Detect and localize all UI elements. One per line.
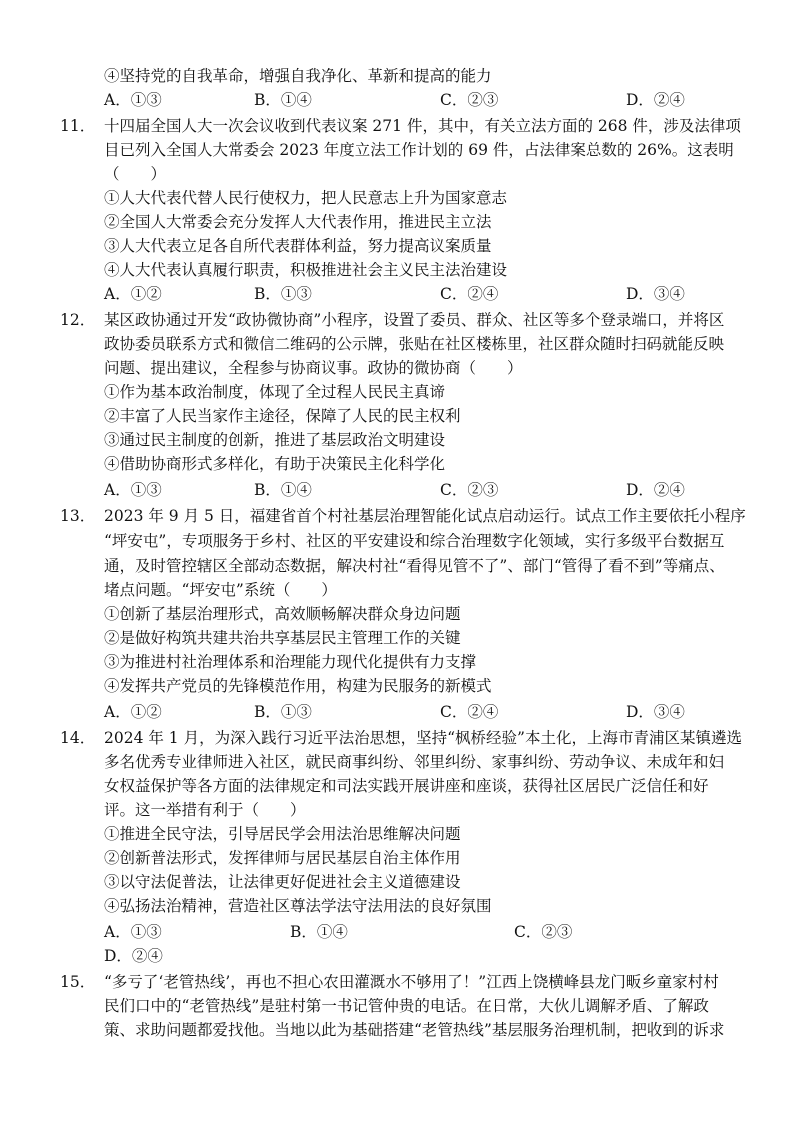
q14-option-c: C．②③ <box>514 923 573 941</box>
q14-option-d: D．②④ <box>104 947 163 965</box>
q12-stem-line: 政协委员联系方式和微信二维码的公示牌，张贴在社区楼栋里，社区群众随时扫码就能反映 <box>104 335 725 353</box>
q13-option-a: A．①② <box>104 703 162 721</box>
q11-statement-3: ③人大代表立足各自所代表群体利益，努力提高议案质量 <box>104 237 492 255</box>
q12-option-c: C．②③ <box>440 481 499 499</box>
q14-stem-line: 女权益保护等各方面的法律规定和司法实践开展讲座和座谈，获得社区居民广泛信任和好 <box>104 777 709 795</box>
q11-number: 11． <box>60 117 96 135</box>
q10-option-c: C．②③ <box>440 91 499 109</box>
q11-option-d: D．③④ <box>626 285 685 303</box>
q14-stem-line: 2024 年 1 月，为深入践行习近平法治思想，坚持“枫桥经验”本土化，上海市青浦区某镇遴选 <box>104 729 742 747</box>
q12-statement-3: ③通过民主制度的创新，推进了基层政治文明建设 <box>104 431 446 449</box>
q13-statement-2: ②是做好构筑共建共治共享基层民主管理工作的关键 <box>104 629 461 647</box>
q14-statement-3: ③以守法促普法，让法律更好促进社会主义道德建设 <box>104 873 461 891</box>
q13-stem-line: 2023 年 9 月 5 日，福建省首个村社基层治理智能化试点启动运行。试点工作主要依托小程序 <box>104 507 746 525</box>
q14-number: 14． <box>60 729 96 747</box>
q11-stem-line: 十四届全国人大一次会议收到代表议案 271 件，其中，有关立法方面的 268 件，涉及法律项 <box>104 117 741 135</box>
q13-stem-line: 通，及时管控辖区全部动态数据，解决村社“看得见管不了”、部门“管得了看不到”等痛点、 <box>104 557 725 575</box>
q12-option-d: D．②④ <box>626 481 685 499</box>
q11-statement-1: ①人大代表代替人民行使权力，把人民意志上升为国家意志 <box>104 189 508 207</box>
q14-statement-4: ④弘扬法治精神，营造社区尊法学法守法用法的良好氛围 <box>104 897 492 915</box>
q12-number: 12． <box>60 311 96 329</box>
q12-statement-2: ②丰富了人民当家作主途径，保障了人民的民主权利 <box>104 407 461 425</box>
q14-statement-2: ②创新普法形式，发挥律师与居民基层自治主体作用 <box>104 849 461 867</box>
q14-option-b: B．①④ <box>290 923 348 941</box>
q13-option-d: D．③④ <box>626 703 685 721</box>
q14-stem-line: 多名优秀专业律师进入社区，就民商事纠纷、邻里纠纷、家事纠纷、劳动争议、未成年和妇 <box>104 753 725 771</box>
q12-stem-line: 某区政协通过开发“政协微协商”小程序，设置了委员、群众、社区等多个登录端口，并将区 <box>104 311 725 329</box>
q15-number: 15． <box>60 973 96 991</box>
q12-statement-4: ④借助协商形式多样化，有助于决策民主化科学化 <box>104 455 446 473</box>
q12-stem-line: 问题、提出建议，全程参与协商议事。政协的微协商（ ） <box>104 359 523 377</box>
q13-statement-1: ①创新了基层治理形式，高效顺畅解决群众身边问题 <box>104 605 461 623</box>
q10-option-b: B．①④ <box>254 91 312 109</box>
q10-statement-4: ④坚持党的自我革命，增强自我净化、革新和提高的能力 <box>104 67 492 85</box>
q11-statement-4: ④人大代表认真履行职责，积极推进社会主义民主法治建设 <box>104 261 508 279</box>
q12-option-a: A．①③ <box>104 481 162 499</box>
q13-option-b: B．①③ <box>254 703 312 721</box>
q13-stem-line: “坪安屯”，专项服务于乡村、社区的平安建设和综合治理数字化领域，实行多级平台数据互 <box>104 532 725 550</box>
q14-statement-1: ①推进全民守法，引导居民学会用法治思维解决问题 <box>104 825 461 843</box>
q13-stem-line: 堵点问题。“坪安屯”系统（ ） <box>104 581 337 599</box>
q13-statement-4: ④发挥共产党员的先锋模范作用，构建为民服务的新模式 <box>104 677 492 695</box>
q14-stem-line: 评。这一举措有利于（ ） <box>104 801 306 819</box>
q11-stem-line: （ ） <box>104 165 167 183</box>
q13-number: 13． <box>60 507 96 525</box>
q10-option-a: A．①③ <box>104 91 162 109</box>
q15-stem-line: 民们口中的“老管热线”是驻村第一书记管仲贵的电话。在日常，大伙儿调解矛盾、了解政 <box>104 997 709 1015</box>
q11-option-a: A．①② <box>104 285 162 303</box>
q13-option-c: C．②④ <box>440 703 499 721</box>
q12-option-b: B．①④ <box>254 481 312 499</box>
q12-statement-1: ①作为基本政治制度，体现了全过程人民民主真谛 <box>104 383 446 401</box>
q13-statement-3: ③为推进村社治理体系和治理能力现代化提供有力支撑 <box>104 653 477 671</box>
q10-option-d: D．②④ <box>626 91 685 109</box>
q11-stem-line: 目已列入全国人大常委会 2023 年度立法工作计划的 69 件，占法律案总数的 26%。这表明 <box>104 141 734 159</box>
q15-stem-line: “多亏了‘老管热线’，再也不担心农田灌溉水不够用了！”江西上饶横峰县龙门畈乡童家村村 <box>104 973 719 991</box>
q11-option-b: B．①③ <box>254 285 312 303</box>
q11-option-c: C．②④ <box>440 285 499 303</box>
q14-option-a: A．①③ <box>104 923 162 941</box>
q11-statement-2: ②全国人大常委会充分发挥人大代表作用，推进民主立法 <box>104 213 492 231</box>
q15-stem-line: 策、求助问题都爱找他。当地以此为基础搭建“老管热线”基层服务治理机制，把收到的诉求 <box>104 1021 725 1039</box>
